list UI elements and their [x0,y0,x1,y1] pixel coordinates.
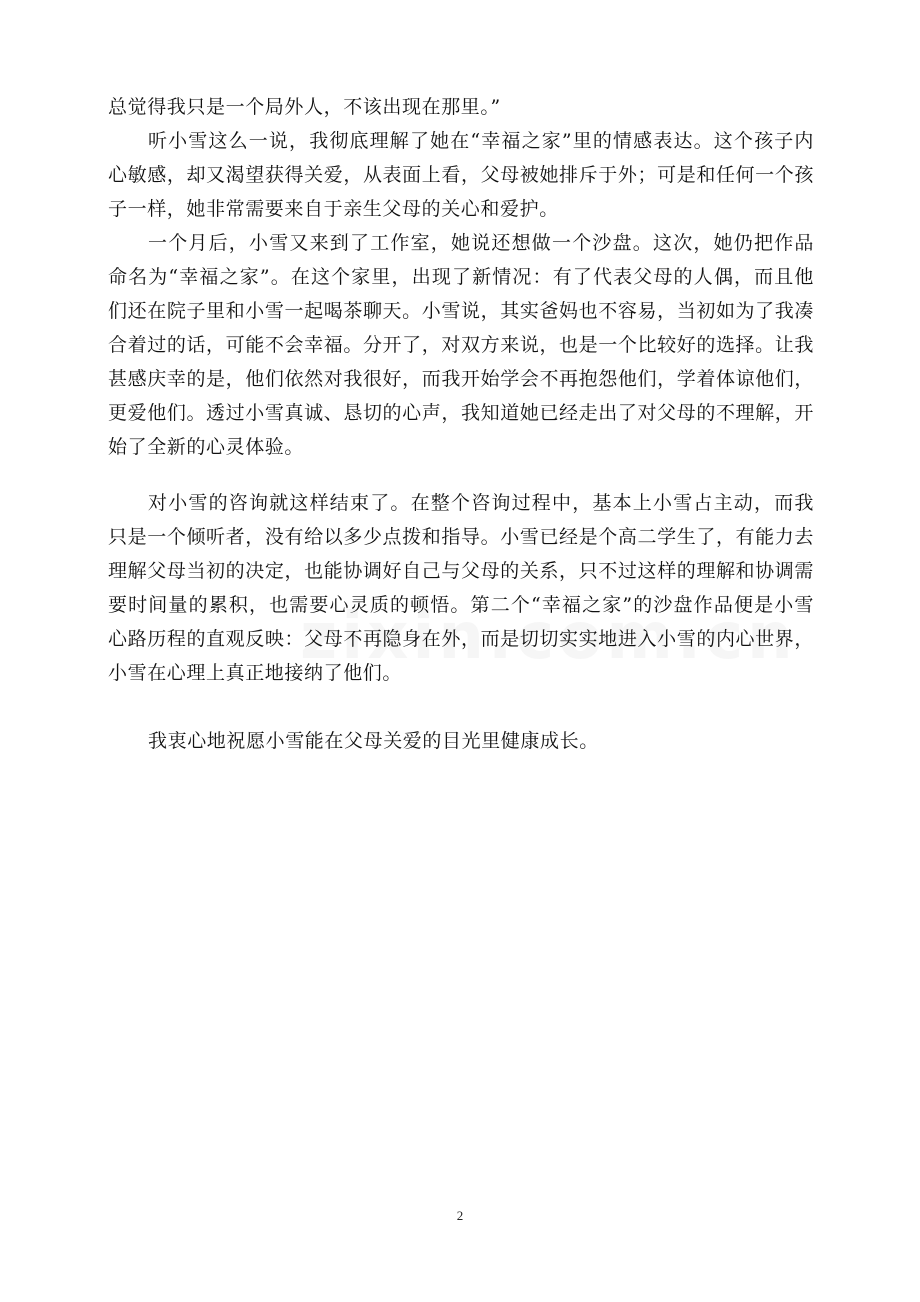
body-text [108,90,814,758]
page-number: 2 [456,1208,464,1223]
paragraph-closing-wish: 我衷心地祝愿小雪能在父母关爱的目光里健康成长。 [148,730,599,752]
paragraph-second-sandplay: 一个月后，小雪又来到了工作室，她说还想做一个沙盘。这次，她仍把作品命名为“幸福之家”。在这个家里，出现了新情况：有了代表父母的人偶，而且他们还在院子里和小雪一起喝茶聊天。小雪说，其实爸妈也不容易，当初如为了我凑合着过的话，可能不会幸福。分开了，对双方来说，也是一个比较好的选择。让我甚感庆幸的是，他们依然对我很好，而我开始学会不再抱怨他们，学着体谅他们， 更爱他们。透过小雪真诚、恳切的心声，我知道她已经走出了对父母的不理解，开始了全新的心灵体验。 [108,232,814,458]
paragraph-continuation: 总觉得我只是一个局外人，不该出现在那里。” [108,96,501,118]
paragraph-understanding: 听小雪这么一说，我彻底理解了她在“幸福之家”里的情感表达。这个孩子内心敏感，却又渴望获得关爱，从表面上看，父母被她排斥于外；可是和任何一个孩子一样，她非常需要来自于亲生父母的关心和爱护。 [108,130,814,220]
paragraph-consultation-summary: 对小雪的咨询就这样结束了。在整个咨询过程中，基本上小雪占主动，而我只是一个倾听者，没有给以多少点拨和指导。小雪已经是个高二学生了，有能力去理解父母当初的决定，也能协调好自己与父母的关系，只不过这样的理解和协调需要时间量的累积，也需要心灵质的顿悟。第二个“幸福之家”的沙盘作品便是小雪心路历程的直观反映：父母不再隐身在外，而是切切实实地进入小雪的内心世界，小雪在心理上真正地接纳了他们。 [108,492,814,684]
